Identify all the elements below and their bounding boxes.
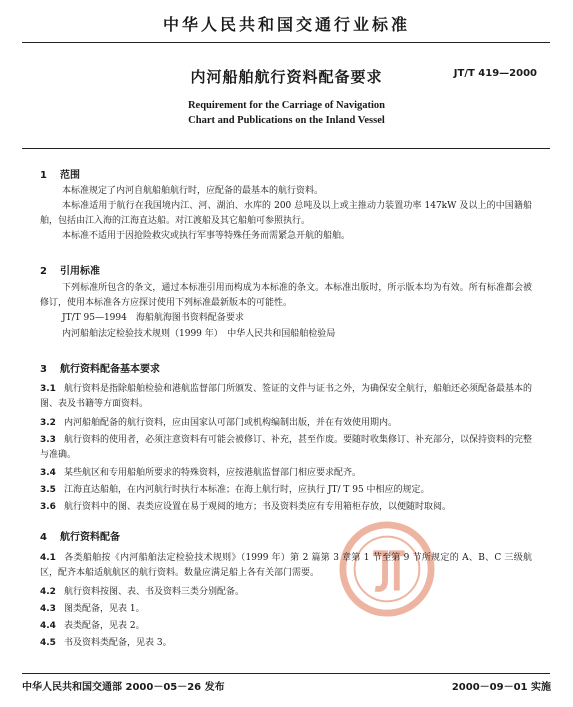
- clause: [40, 551, 532, 581]
- effective-date: 2000－09－01 实施: [451, 682, 551, 693]
- clause-number: 3.1: [40, 384, 56, 394]
- clause: [40, 433, 532, 463]
- section-number: 2: [40, 266, 47, 277]
- clause: [40, 382, 532, 412]
- clause-text: 航行资料中的图、表类应设置在易于观阅的地方；书及资料类应有专用箱柜存放，以便随时取阅。: [64, 502, 452, 512]
- issue-date: 中华人民共和国交通部 2000－05－26 发布: [22, 682, 225, 693]
- footer-divider: [22, 673, 550, 674]
- reference-item: JT/T 95—1994 海船航海图书资料配备要求: [62, 313, 244, 323]
- header-divider: [22, 42, 550, 43]
- clause-number: 4.1: [40, 553, 56, 563]
- english-title-line-2: Chart and Publications on the Inland Vessel: [188, 115, 385, 126]
- clause-text: 图类配备，见表 1。: [64, 604, 145, 614]
- clause-text: 某些航区和专用船舶所要求的特殊资料，应按港航监督部门相应要求配齐。: [64, 468, 362, 478]
- clause-number: 4.4: [40, 621, 56, 631]
- paragraph: 本标准适用于航行在我国境内江、河、湖泊、水库的 200 总吨及以上或主推动力装置功率 147kW 及以上的中国籍船舶，包括由江入海的江海直达船。对江渡船及其它船舶可参照执行。: [40, 201, 532, 226]
- section-number: 3: [40, 364, 47, 375]
- paragraph: 本标准规定了内河自航船舶航行时，应配备的最基本的航行资料。: [62, 186, 324, 196]
- paragraph: 下列标准所包含的条文，通过本标准引用而构成为本标准的条文。本标准出版时，所示版本均为有效。所有标准都会被修订，使用本标准各方应探讨使用下列标准最新版本的可能性。: [40, 283, 532, 308]
- clause-number: 4.2: [40, 587, 56, 597]
- section-number: 1: [40, 170, 47, 181]
- clause-text: 航行资料的使用者，必须注意资料有可能会被修订、补充，甚至作废。要随时收集修订、补充部分，以保持资料的完整与准确。: [40, 435, 533, 460]
- clause-text: 表类配备，见表 2。: [64, 621, 145, 631]
- clause: [40, 483, 532, 498]
- clause-number: 4.3: [40, 604, 56, 614]
- standard-code: JT/T 419—2000: [453, 68, 537, 79]
- section-title: 航行资料配备基本要求: [60, 364, 160, 375]
- clause: [40, 602, 532, 617]
- clause-number: 3.4: [40, 468, 56, 478]
- section-title: 范围: [60, 170, 80, 181]
- clause: [40, 585, 532, 600]
- clause-text: 书及资料类配备，见表 3。: [64, 638, 172, 648]
- title-divider: [22, 148, 550, 149]
- reference-item: 内河船舶法定检验技术规则（1999 年） 中华人民共和国船舶检验局: [62, 329, 336, 339]
- clause-number: 3.5: [40, 485, 56, 495]
- clause-number: 3.3: [40, 435, 56, 445]
- section-heading-3: [40, 360, 160, 375]
- clause-number: 4.5: [40, 638, 56, 648]
- english-title: [0, 98, 573, 128]
- clause-text: 航行资料按图、表、书及资料三类分别配备。: [64, 587, 245, 597]
- clause: [40, 500, 532, 515]
- clause-number: 3.6: [40, 502, 56, 512]
- clause-number: 3.2: [40, 418, 56, 428]
- clause-text: 内河船舶配备的航行资料，应由国家认可部门或机构编制出版，并在有效使用期内。: [64, 418, 398, 428]
- section-heading-4: [40, 528, 120, 543]
- clause: [40, 466, 532, 481]
- paragraph: 本标准不适用于因抢险救灾或执行军事等特殊任务而需紧急开航的船舶。: [62, 231, 351, 241]
- document-title: 内河船舶航行资料配备要求: [190, 68, 383, 86]
- clause-text: 江海直达船舶，在内河航行时执行本标准；在海上航行时，应执行 JT/ T 95 中相应的规定。: [64, 485, 430, 495]
- section-heading-2: [40, 262, 100, 277]
- section-heading-1: [40, 166, 80, 181]
- clause-text: 航行资料是指除船舶检验和港航监督部门所颁发、签证的文件与证书之外，为确保安全航行，船舶还必须配备最基本的图、表及书籍等方面资料。: [40, 384, 533, 409]
- section-title: 航行资料配备: [60, 532, 120, 543]
- clause: [40, 416, 532, 431]
- clause-text: 各类船舶按《内河船舶法定检验技术规则》（1999 年）第 2 篇第 3 章第 1 节至第 9 节所规定的 A、B、C 三级航区，配齐本船适航航区的航行资料。数量应满足船上各有关部门需要。: [40, 553, 532, 578]
- standard-class-title: 中华人民共和国交通行业标准: [162, 15, 410, 34]
- clause: [40, 636, 532, 651]
- clause: [40, 619, 532, 634]
- section-number: 4: [40, 532, 47, 543]
- english-title-line-1: Requirement for the Carriage of Navigation: [187, 100, 386, 111]
- section-title: 引用标准: [60, 266, 100, 277]
